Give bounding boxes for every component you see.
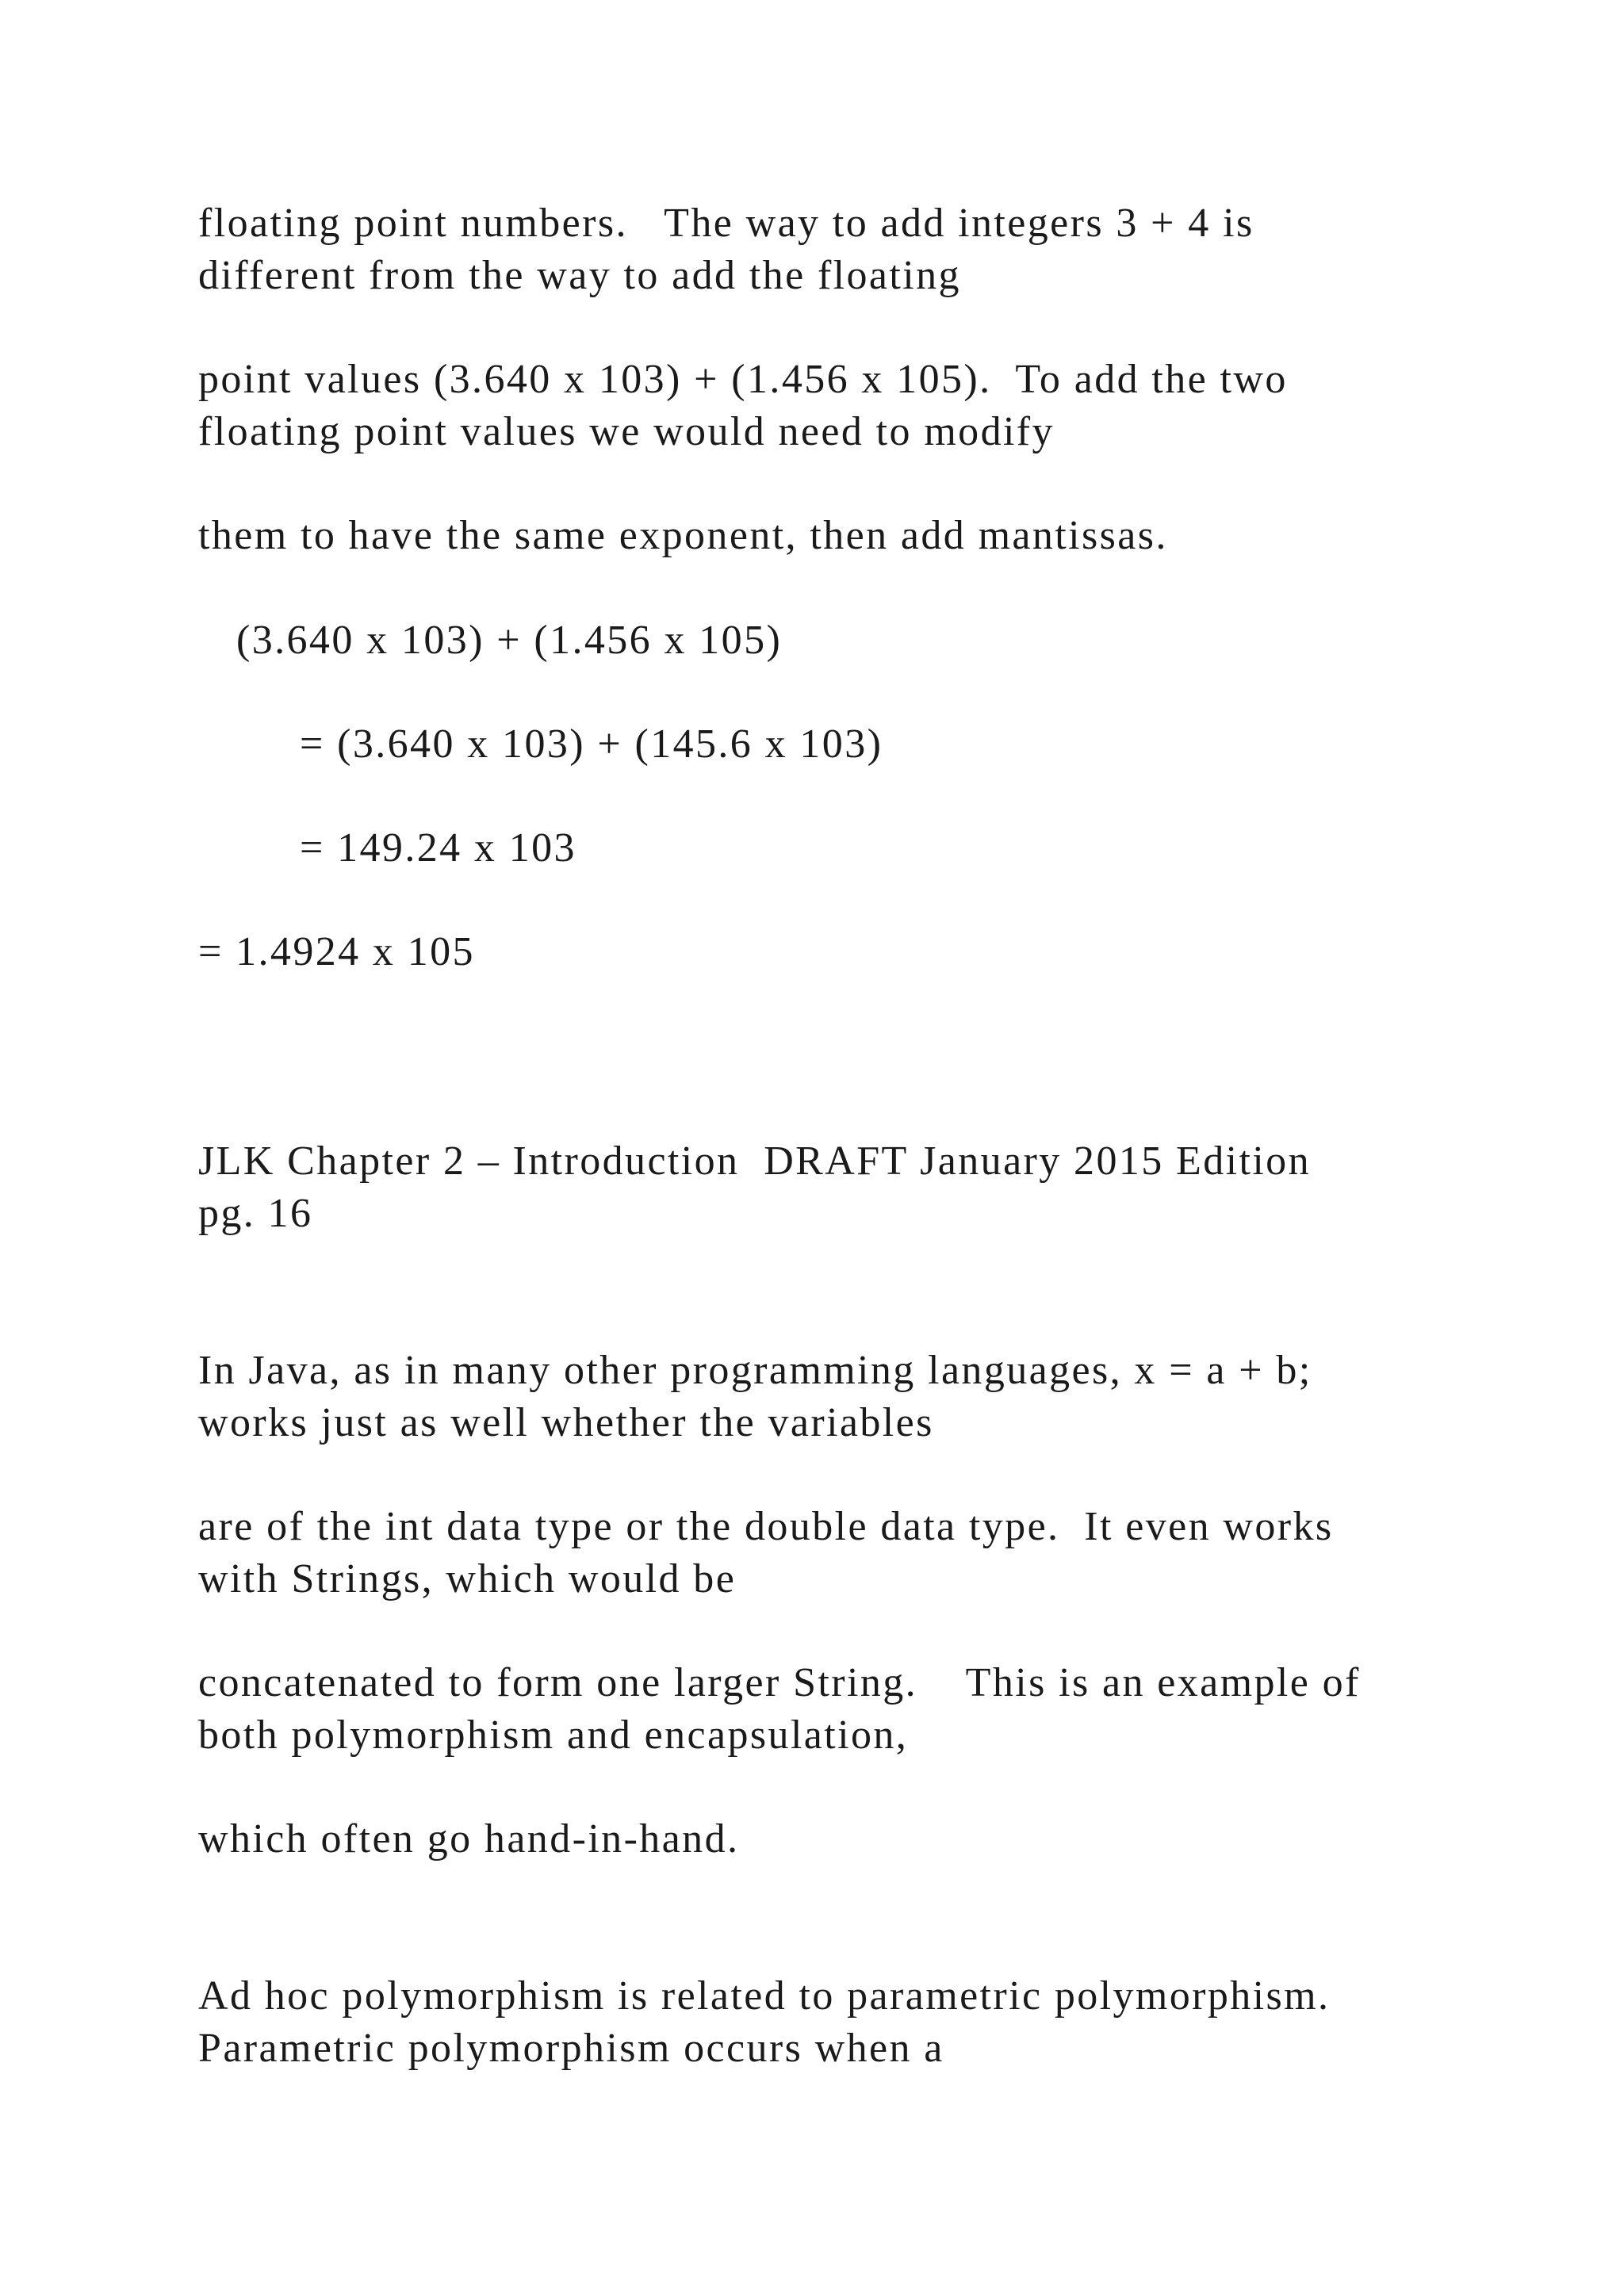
paragraph-concatenation	[198, 1657, 1361, 1762]
equation-line-4: = 1.4924 x 105	[198, 929, 475, 974]
text-line: floating point values we would need to modify	[198, 409, 1055, 454]
text-line: Parametric polymorphism occurs when a	[198, 2026, 944, 2071]
paragraph-data-types	[198, 1501, 1333, 1605]
text-line: with Strings, which would be	[198, 1556, 737, 1601]
paragraph-same-exponent	[198, 510, 1168, 562]
footer-title: JLK Chapter 2 – Introduction DRAFT January 2015 Edition	[198, 1138, 1311, 1184]
text-line: point values (3.640 x 103) + (1.456 x 105). To add the two	[198, 357, 1288, 402]
paragraph-point-values	[198, 354, 1288, 458]
text-line: concatenated to form one larger String. This is an example of	[198, 1660, 1361, 1705]
paragraph-hand-in-hand	[198, 1813, 739, 1866]
equation-line-3: = 149.24 x 103	[300, 825, 576, 871]
paragraph-java-addition	[198, 1345, 1312, 1449]
equation-line-2: = (3.640 x 103) + (145.6 x 103)	[300, 721, 883, 767]
page-number: pg. 16	[198, 1191, 313, 1236]
page-footer	[198, 1135, 1311, 1240]
text-line: which often go hand-in-hand.	[198, 1816, 740, 1862]
text-line: In Java, as in many other programming languages, x = a + b;	[198, 1348, 1312, 1393]
text-line: are of the int data type or the double data type. It even works	[198, 1504, 1334, 1549]
text-line: works just as well whether the variables	[198, 1400, 934, 1445]
text-line: floating point numbers. The way to add integers 3 + 4 is	[198, 201, 1254, 246]
text-line: them to have the same exponent, then add mantissas.	[198, 513, 1168, 558]
equation-line-1: (3.640 x 103) + (1.456 x 105)	[236, 618, 783, 663]
paragraph-floating-point-intro	[198, 197, 1254, 302]
text-line: different from the way to add the floating	[198, 253, 961, 298]
text-line: Ad hoc polymorphism is related to parametric polymorphism.	[198, 1973, 1331, 2019]
paragraph-ad-hoc-polymorphism	[198, 1970, 1330, 2075]
text-line: both polymorphism and encapsulation,	[198, 1712, 909, 1758]
